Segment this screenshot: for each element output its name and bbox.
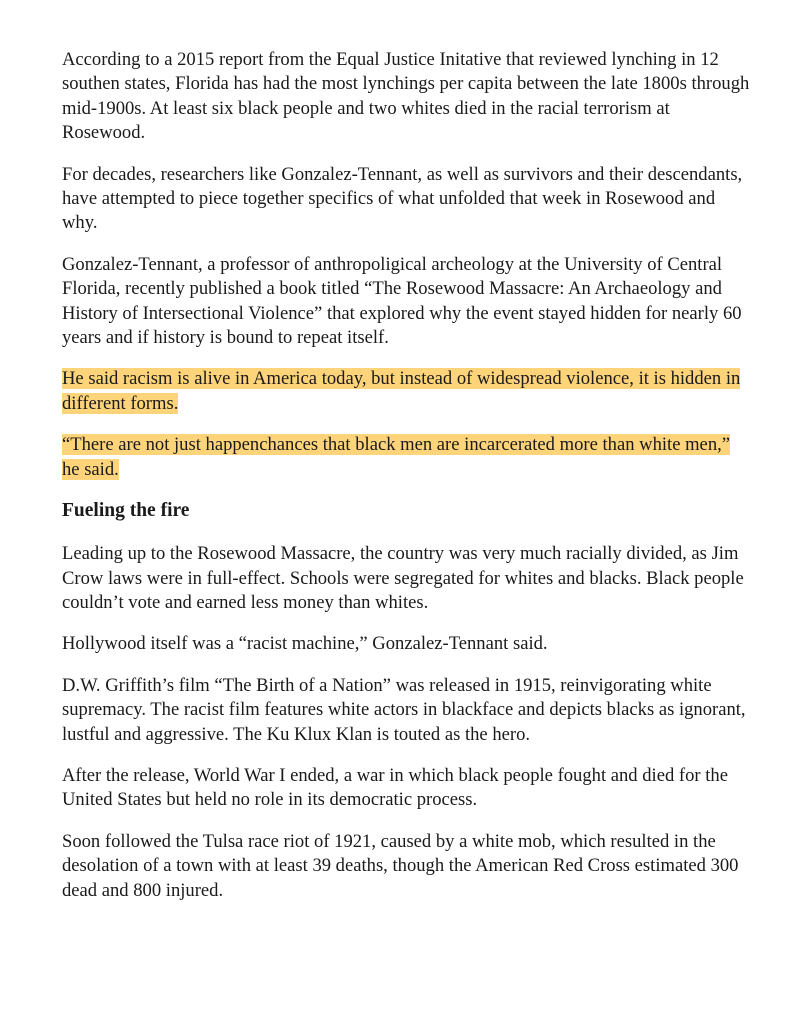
paragraph-jim-crow: Leading up to the Rosewood Massacre, the country was very much racially divided, as Jim Crow laws were in full-effect. Schools were segregated for whites and blacks. Black people couldn’t vote and earned less money than whites. [62,543,744,613]
paragraph-researchers: For decades, researchers like Gonzalez-Tennant, as well as survivors and their descendants, have attempted to piece together specifics of what unfolded that week in Rosewood and why. [62,163,743,234]
text-highlight[interactable]: He said racism is alive in America today, but instead of widespread violence, it is hidden in different forms. [62,368,741,414]
article-body [62,48,752,920]
section-heading: Fueling the fire [62,500,190,522]
highlighted-paragraph-racism[interactable] [62,367,752,416]
highlighted-paragraph-quote[interactable] [62,433,752,482]
paragraph-tulsa: Soon followed the Tulsa race riot of 1921, caused by a white mob, which resulted in the desolation of a town with at least 39 deaths, though the American Red Cross estimated 300 dead and 800 injured. [62,830,739,901]
paragraph-world-war: After the release, World War I ended, a war in which black people fought and died for the United States but held no role in its democratic process. [62,764,728,811]
paragraph-birth-of-a-nation: D.W. Griffith’s film “The Birth of a Nation” was released in 1915, reinvigorating white supremacy. The racist film features white actors in blackface and depicts blacks as ignorant, lustful and aggressive. The Ku Klux Klan is touted as the hero. [62,674,746,745]
paragraph-hollywood: Hollywood itself was a “racist machine,” Gonzalez-Tennant said. [62,633,548,655]
paragraph-book: Gonzalez-Tennant, a professor of anthropoligical archeology at the University of Central Florida, recently published a book titled “The Rosewood Massacre: An Archaeology and History of Intersectional Violence” that explored why the event stayed hidden for nearly 60 years and if history is bound to repeat itself. [62,253,742,349]
text-highlight[interactable]: “There are not just happenchances that black men are incarcerated more than white men,” he said. [62,434,731,480]
paragraph-eji-report: According to a 2015 report from the Equal Justice Initative that reviewed lynching in 12 southen states, Florida has had the most lynchings per capita between the late 1800s through mid-1900s. At least six black people and two whites died in the racial terrorism at Rosewood. [62,49,750,144]
